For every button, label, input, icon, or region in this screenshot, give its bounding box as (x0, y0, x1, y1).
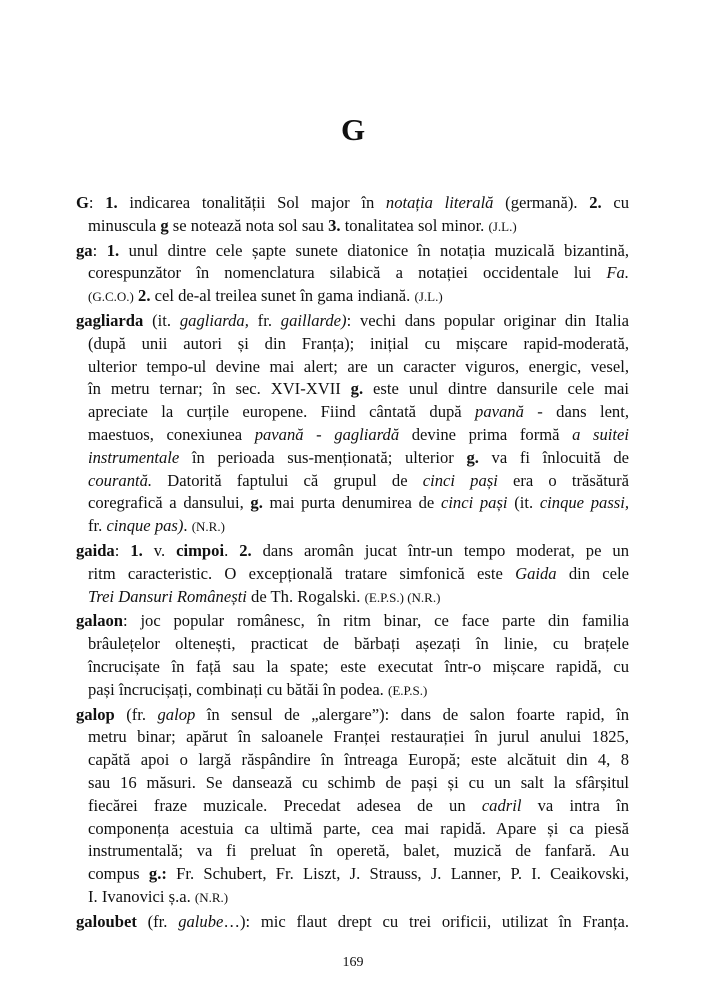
entry-line (76, 333, 629, 356)
entry-line (76, 633, 629, 656)
text: instrumentală; va fi preluat în operetă, balet, muzică de fanfară. Au (88, 841, 629, 861)
text: de Th. Rogalski. (246, 586, 365, 606)
text: sau 16 măsuri. Se dansează cu schimb de pași și cu un salt la sfârșitul (88, 772, 629, 792)
headword: ga (76, 240, 93, 260)
text: (fr. (136, 911, 179, 931)
italic-text: notația literală (385, 193, 494, 212)
text: : joc popular românesc, în ritm binar, ce face parte din familia (123, 611, 629, 631)
entry-galop (76, 704, 629, 909)
entry-line (76, 240, 629, 263)
entry-line (76, 310, 629, 333)
text: era o trăsătură (497, 470, 629, 490)
bold-text: g.: (148, 864, 167, 884)
headword: galoubet (76, 911, 137, 931)
text: corespunzător în nomenclatura silabică a notației occidentale lui (88, 263, 607, 283)
entry-line (76, 401, 629, 424)
author-initials: (J.L.) (414, 289, 443, 305)
entry-line (76, 540, 629, 563)
bold-text: g. (250, 493, 263, 513)
text: fr. (88, 516, 107, 536)
text: va intra în (521, 795, 629, 815)
entry-line (76, 424, 629, 447)
text: . (183, 516, 192, 536)
text: indicarea tonalității Sol major în (117, 193, 386, 212)
text: metru binar; apărut în saloanele Franței restaurației în jurul anului 1825, (88, 727, 629, 747)
bold-text: 2. (138, 286, 151, 306)
entry-line (76, 563, 629, 586)
dictionary-entries (76, 192, 629, 936)
author-initials: (G.C.O.) (88, 289, 134, 305)
text: Fr. Schubert, Fr. Liszt, J. Strauss, J. Lanner, P. I. Ceaikovski, (166, 864, 629, 884)
italic-text: cinci pași (440, 493, 508, 513)
text: fiecărei fraze muzicale. Precedat adesea de un (88, 795, 482, 815)
text: I. Ivanovici ș.a. (88, 886, 195, 906)
entry-line (76, 886, 629, 909)
entry-line (76, 492, 629, 515)
text: tonalitatea sol minor. (340, 215, 489, 235)
entry-line (76, 772, 629, 795)
entry-line (76, 447, 629, 470)
text: componența acestuia ca ultimă parte, cea mai rapidă. Apare și ca piesă (88, 818, 629, 838)
headword: galop (76, 704, 115, 724)
page-number: 169 (342, 955, 364, 970)
author-initials: (N.R.) (194, 889, 229, 905)
bold-text: g. (350, 379, 364, 399)
author-initials: (N.R.) (191, 519, 225, 535)
text: : (114, 540, 131, 560)
text: cel de-al treilea sunet în gama indiană. (150, 286, 415, 306)
entry-line (76, 285, 629, 308)
entry-line (76, 586, 629, 609)
entry-line (76, 192, 629, 215)
entry-gaida (76, 540, 629, 608)
headword: gagliarda (76, 310, 144, 330)
author-initials: (E.P.S.) (387, 682, 428, 698)
text: (fr. (114, 704, 158, 724)
entry-line (76, 215, 629, 238)
entry-line (76, 610, 629, 633)
entry-line (76, 470, 629, 493)
italic-text: instrumentale (88, 447, 180, 467)
italic-text: galop (157, 704, 196, 724)
italic-text: Gaida (515, 563, 557, 583)
bold-text: g (160, 215, 169, 235)
text: minuscula (88, 215, 161, 235)
entry-line (76, 356, 629, 379)
entry-line (76, 704, 629, 727)
section-letter-heading: G (340, 112, 366, 147)
italic-text: Trei Dansuri Românești (88, 586, 247, 606)
text: coregrafică a dansului, (88, 493, 251, 513)
text: va fi înlocuită de (478, 447, 629, 467)
bold-text: 1. (106, 240, 120, 260)
italic-text: cinque passi, (539, 493, 629, 513)
text: cu (601, 193, 629, 212)
author-initials: (E.P.S.) (N.R.) (364, 589, 441, 605)
entry-galaon (76, 610, 629, 701)
entry-line (76, 262, 629, 285)
entry-line (76, 863, 629, 886)
text: - dans lent, (523, 402, 629, 422)
entry-line (76, 840, 629, 863)
italic-text: cinque pas) (106, 516, 184, 536)
italic-text: courantă. (88, 470, 153, 490)
text: : vechi dans popular originar din Italia (346, 310, 629, 330)
text: din cele (556, 563, 629, 583)
text: v. (142, 540, 177, 560)
text: încrucișate în față sau la spate; este executat într-o mișcare rapidă, cu (88, 656, 629, 676)
entry-line (76, 795, 629, 818)
text: unul dintre cele șapte sunete diatonice în notația muzicală bizantină, (119, 240, 629, 260)
italic-text: gagliarda, (179, 310, 249, 330)
text: mai purta denumirea de (262, 493, 441, 513)
text: : (88, 193, 106, 212)
entry-gagliarda (76, 310, 629, 538)
italic-text: gaillarde) (280, 310, 347, 330)
italic-text: cadril (481, 795, 522, 815)
text: brâulețelor oltenești, practicat de bărbați așezați în linie, cu brațele (88, 634, 629, 654)
text: în sensul de „alergare”): dans de salon foarte rapid, în (195, 704, 630, 724)
bold-text: g. (466, 447, 479, 467)
author-initials: (J.L.) (488, 218, 517, 234)
text: ritm caracteristic. O excepțională tratare simfonică este (88, 563, 516, 583)
entry-line (76, 726, 629, 749)
text: este unul dintre dansurile cele mai (363, 379, 629, 399)
entry-g (76, 192, 629, 238)
text: …): mic flaut drept cu trei orificii, utilizat în Franța. (223, 911, 629, 931)
headword: galaon (76, 611, 124, 631)
headword: G (76, 193, 89, 212)
entry-line (76, 378, 629, 401)
bold-text: 2. (239, 540, 252, 560)
entry-line (76, 679, 629, 702)
text: : (92, 240, 107, 260)
bold-text: 2. (589, 193, 602, 212)
italic-text: pavană (475, 402, 524, 422)
text: se notează nota sol sau (168, 215, 329, 235)
entry-galoubet (76, 911, 629, 934)
text: apreciate la curțile europene. Fiind cântată după (88, 402, 476, 422)
text: (it. (507, 493, 540, 513)
text: (it. (143, 310, 180, 330)
text: devine prima formă (399, 424, 573, 444)
italic-text: pavană - gagliardă (254, 424, 400, 444)
entry-line (76, 749, 629, 772)
italic-text: Fa. (606, 263, 629, 283)
entry-line (76, 515, 629, 538)
italic-text: galube (178, 911, 224, 931)
text: compus (88, 864, 149, 884)
text: (germană). (493, 193, 590, 212)
entry-line (76, 656, 629, 679)
italic-text: cinci pași (422, 470, 498, 490)
text: ulterior tempo-ul devine mai alert; are un caracter viguros, energic, vesel, (88, 356, 629, 376)
text: maestuos, conexiunea (88, 424, 255, 444)
text: capătă apoi o largă răspândire în întreaga Europă; este alcătuit din 4, 8 (88, 750, 629, 770)
italic-text: a suitei (572, 424, 629, 444)
text: (după unii autori și din Franța); inițial cu mișcare rapid-moderată, (88, 333, 629, 353)
bold-text: 3. (328, 215, 341, 235)
text: pași încrucișați, combinați cu bătăi în podea. (88, 679, 388, 699)
text: fr. (248, 310, 281, 330)
entry-ga (76, 240, 629, 308)
text: . (224, 540, 240, 560)
text: în perioada sus-menționată; ulterior (179, 447, 467, 467)
entry-line (76, 818, 629, 841)
entry-line (76, 911, 629, 934)
text: Datorită faptului că grupul de (152, 470, 423, 490)
bold-text: 1. (130, 540, 143, 560)
bold-text: cimpoi (176, 540, 225, 560)
bold-text: 1. (105, 193, 118, 212)
text: în metru ternar; în sec. XVI-XVII (88, 379, 351, 399)
text: dans aromân jucat într-un tempo moderat, pe un (251, 540, 630, 560)
headword: gaida (76, 540, 115, 560)
